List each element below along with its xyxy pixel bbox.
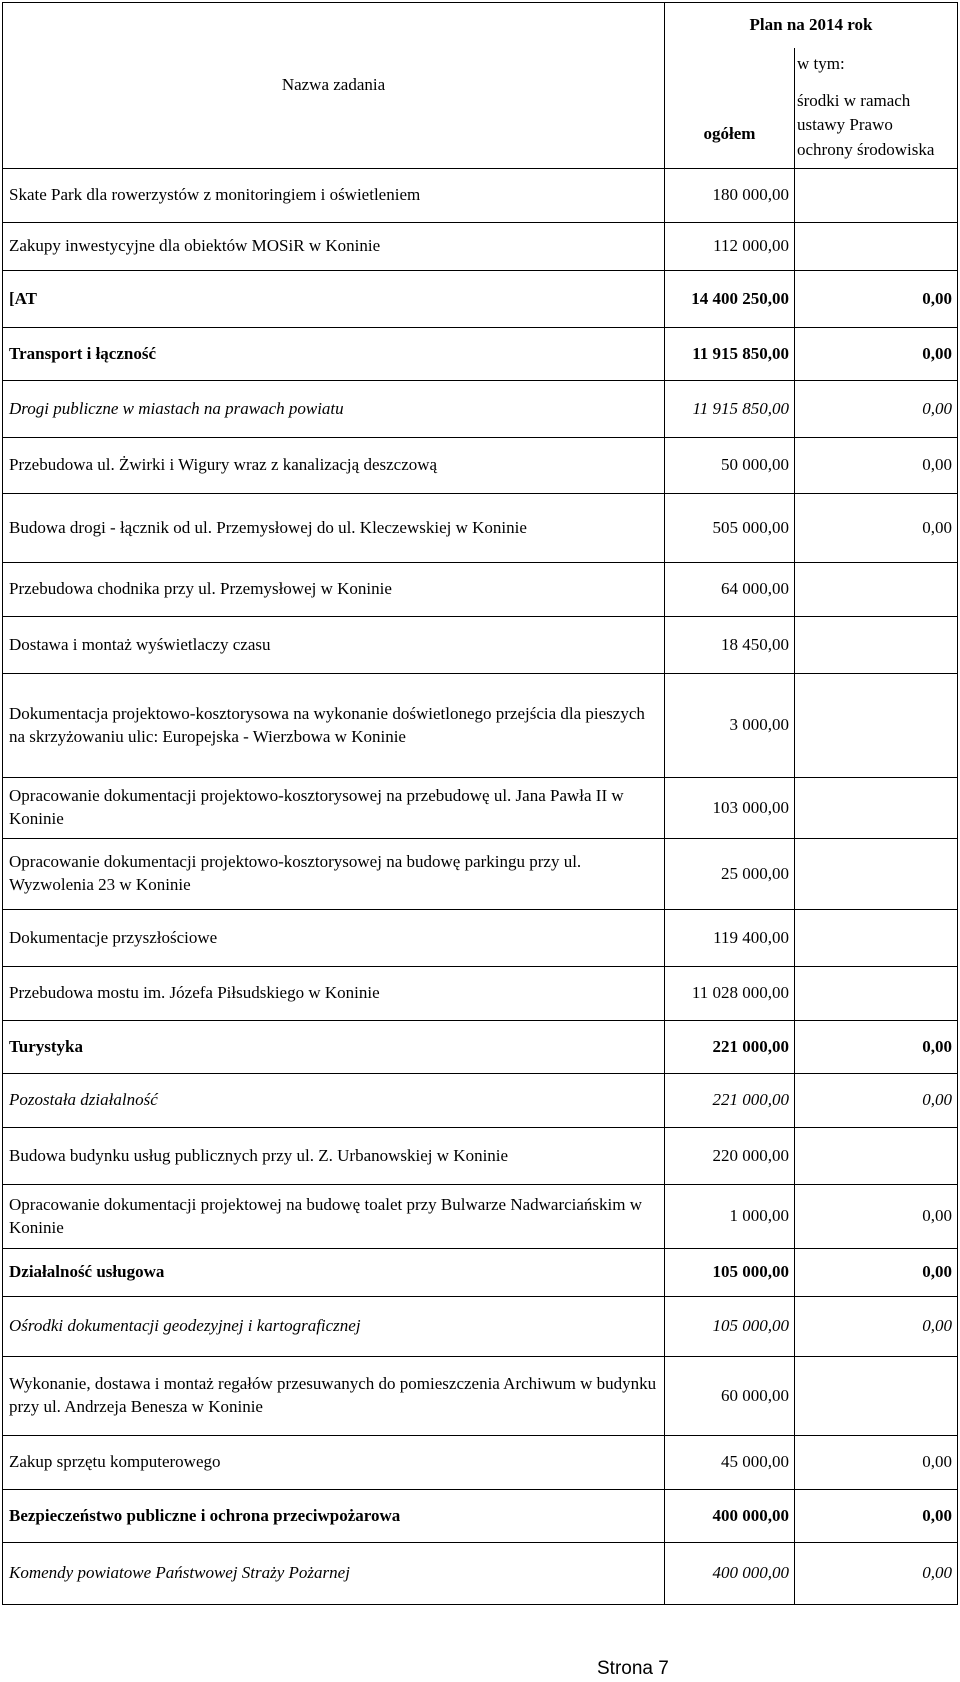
env-fund-amount-cell: 0,00 — [795, 438, 958, 494]
task-name-cell: Drogi publiczne w miastach na prawach powiatu — [3, 381, 665, 438]
env-fund-amount-cell — [795, 617, 958, 674]
task-name-cell: Wykonanie, dostawa i montaż regałów przesuwanych do pomieszczenia Archiwum w budynku przy ul. Andrzeja Benesza w Koninie — [3, 1357, 665, 1436]
table-row — [3, 674, 958, 778]
total-amount-cell: 60 000,00 — [665, 1357, 795, 1436]
table-row — [3, 563, 958, 617]
total-amount-cell: 505 000,00 — [665, 494, 795, 563]
table-row — [3, 839, 958, 910]
table-row — [3, 617, 958, 674]
total-amount-cell: 50 000,00 — [665, 438, 795, 494]
total-amount-cell: 11 915 850,00 — [665, 381, 795, 438]
env-fund-amount-cell — [795, 778, 958, 839]
table-row — [3, 1128, 958, 1185]
task-name-cell: Bezpieczeństwo publiczne i ochrona przeciwpożarowa — [3, 1490, 665, 1543]
total-amount-cell: 105 000,00 — [665, 1297, 795, 1357]
env-fund-amount-cell — [795, 839, 958, 910]
task-name-cell: Zakup sprzętu komputerowego — [3, 1436, 665, 1490]
env-fund-amount-cell — [795, 563, 958, 617]
total-amount-cell: 18 450,00 — [665, 617, 795, 674]
task-name-cell: Dokumentacja projektowo-kosztorysowa na wykonanie doświetlonego przejścia dla pieszych na skrzyżowaniu ulic: Europejska - Wierzbowa w Koninie — [3, 674, 665, 778]
env-fund-amount-cell — [795, 1357, 958, 1436]
table-row — [3, 271, 958, 328]
page-number: Strona 7 — [597, 1658, 669, 1679]
table-row — [3, 1185, 958, 1249]
task-name-cell: [AT — [3, 271, 665, 328]
env-fund-amount-cell: 0,00 — [795, 328, 958, 381]
including-header: w tym: — [795, 48, 958, 81]
table-row — [3, 778, 958, 839]
env-fund-amount-cell — [795, 1128, 958, 1185]
total-amount-cell: 221 000,00 — [665, 1074, 795, 1128]
task-name-cell: Przebudowa mostu im. Józefa Piłsudskiego w Koninie — [3, 967, 665, 1021]
env-fund-amount-cell: 0,00 — [795, 1021, 958, 1074]
plan-year-header: Plan na 2014 rok — [665, 3, 958, 48]
task-name-cell: Przebudowa ul. Żwirki i Wigury wraz z kanalizacją deszczową — [3, 438, 665, 494]
table-row — [3, 1543, 958, 1605]
table-row — [3, 1021, 958, 1074]
total-amount-cell: 112 000,00 — [665, 223, 795, 271]
total-amount-cell: 11 915 850,00 — [665, 328, 795, 381]
table-row — [3, 1490, 958, 1543]
table-row — [3, 910, 958, 967]
task-name-cell: Opracowanie dokumentacji projektowo-kosztorysowej na budowę parkingu przy ul. Wyzwolenia 23 w Koninie — [3, 839, 665, 910]
task-name-cell: Budowa drogi - łącznik od ul. Przemysłowej do ul. Kleczewskiej w Koninie — [3, 494, 665, 563]
env-fund-amount-cell: 0,00 — [795, 1074, 958, 1128]
total-amount-cell: 3 000,00 — [665, 674, 795, 778]
table-row — [3, 494, 958, 563]
task-name-cell: Zakupy inwestycyjne dla obiektów MOSiR w Koninie — [3, 223, 665, 271]
table-row — [3, 967, 958, 1021]
task-name-cell: Przebudowa chodnika przy ul. Przemysłowej w Koninie — [3, 563, 665, 617]
table-row — [3, 381, 958, 438]
total-amount-cell: 103 000,00 — [665, 778, 795, 839]
env-fund-amount-cell: 0,00 — [795, 1490, 958, 1543]
task-name-header: Nazwa zadania — [3, 3, 665, 169]
task-name-cell: Pozostała działalność — [3, 1074, 665, 1128]
env-fund-amount-cell: 0,00 — [795, 1543, 958, 1605]
total-amount-cell: 1 000,00 — [665, 1185, 795, 1249]
env-fund-amount-cell: 0,00 — [795, 1249, 958, 1297]
total-amount-cell: 400 000,00 — [665, 1490, 795, 1543]
task-name-cell: Budowa budynku usług publicznych przy ul. Z. Urbanowskiej w Koninie — [3, 1128, 665, 1185]
task-name-cell: Dokumentacje przyszłościowe — [3, 910, 665, 967]
table-row — [3, 1249, 958, 1297]
total-amount-cell: 400 000,00 — [665, 1543, 795, 1605]
total-amount-cell: 45 000,00 — [665, 1436, 795, 1490]
total-column-header: ogółem — [665, 48, 795, 169]
table-row — [3, 438, 958, 494]
env-fund-amount-cell: 0,00 — [795, 1185, 958, 1249]
env-fund-amount-cell — [795, 910, 958, 967]
total-amount-cell: 14 400 250,00 — [665, 271, 795, 328]
table-row — [3, 223, 958, 271]
task-name-cell: Dostawa i montaż wyświetlaczy czasu — [3, 617, 665, 674]
table-row — [3, 328, 958, 381]
total-amount-cell: 221 000,00 — [665, 1021, 795, 1074]
env-fund-amount-cell: 0,00 — [795, 1436, 958, 1490]
env-fund-amount-cell — [795, 169, 958, 223]
task-name-cell: Transport i łączność — [3, 328, 665, 381]
task-name-cell: Opracowanie dokumentacji projektowej na budowę toalet przy Bulwarze Nadwarciańskim w Koninie — [3, 1185, 665, 1249]
env-fund-amount-cell: 0,00 — [795, 271, 958, 328]
env-fund-amount-cell: 0,00 — [795, 494, 958, 563]
table-row — [3, 1074, 958, 1128]
total-amount-cell: 180 000,00 — [665, 169, 795, 223]
budget-table — [2, 2, 958, 1605]
table-row — [3, 1297, 958, 1357]
total-amount-cell: 119 400,00 — [665, 910, 795, 967]
env-fund-amount-cell: 0,00 — [795, 381, 958, 438]
table-row — [3, 1436, 958, 1490]
task-name-cell: Działalność usługowa — [3, 1249, 665, 1297]
total-amount-cell: 105 000,00 — [665, 1249, 795, 1297]
total-amount-cell: 64 000,00 — [665, 563, 795, 617]
env-fund-amount-cell — [795, 223, 958, 271]
env-fund-column-header: środki w ramach ustawy Prawo ochrony środowiska — [795, 81, 958, 169]
total-amount-cell: 220 000,00 — [665, 1128, 795, 1185]
task-name-cell: Opracowanie dokumentacji projektowo-kosztorysowej na przebudowę ul. Jana Pawła II w Koninie — [3, 778, 665, 839]
task-name-cell: Skate Park dla rowerzystów z monitoringiem i oświetleniem — [3, 169, 665, 223]
total-amount-cell: 11 028 000,00 — [665, 967, 795, 1021]
table-row — [3, 1357, 958, 1436]
env-fund-amount-cell — [795, 674, 958, 778]
task-name-cell: Turystyka — [3, 1021, 665, 1074]
task-name-cell: Komendy powiatowe Państwowej Straży Pożarnej — [3, 1543, 665, 1605]
task-name-cell: Ośrodki dokumentacji geodezyjnej i kartograficznej — [3, 1297, 665, 1357]
env-fund-amount-cell: 0,00 — [795, 1297, 958, 1357]
env-fund-amount-cell — [795, 967, 958, 1021]
table-row — [3, 169, 958, 223]
total-amount-cell: 25 000,00 — [665, 839, 795, 910]
